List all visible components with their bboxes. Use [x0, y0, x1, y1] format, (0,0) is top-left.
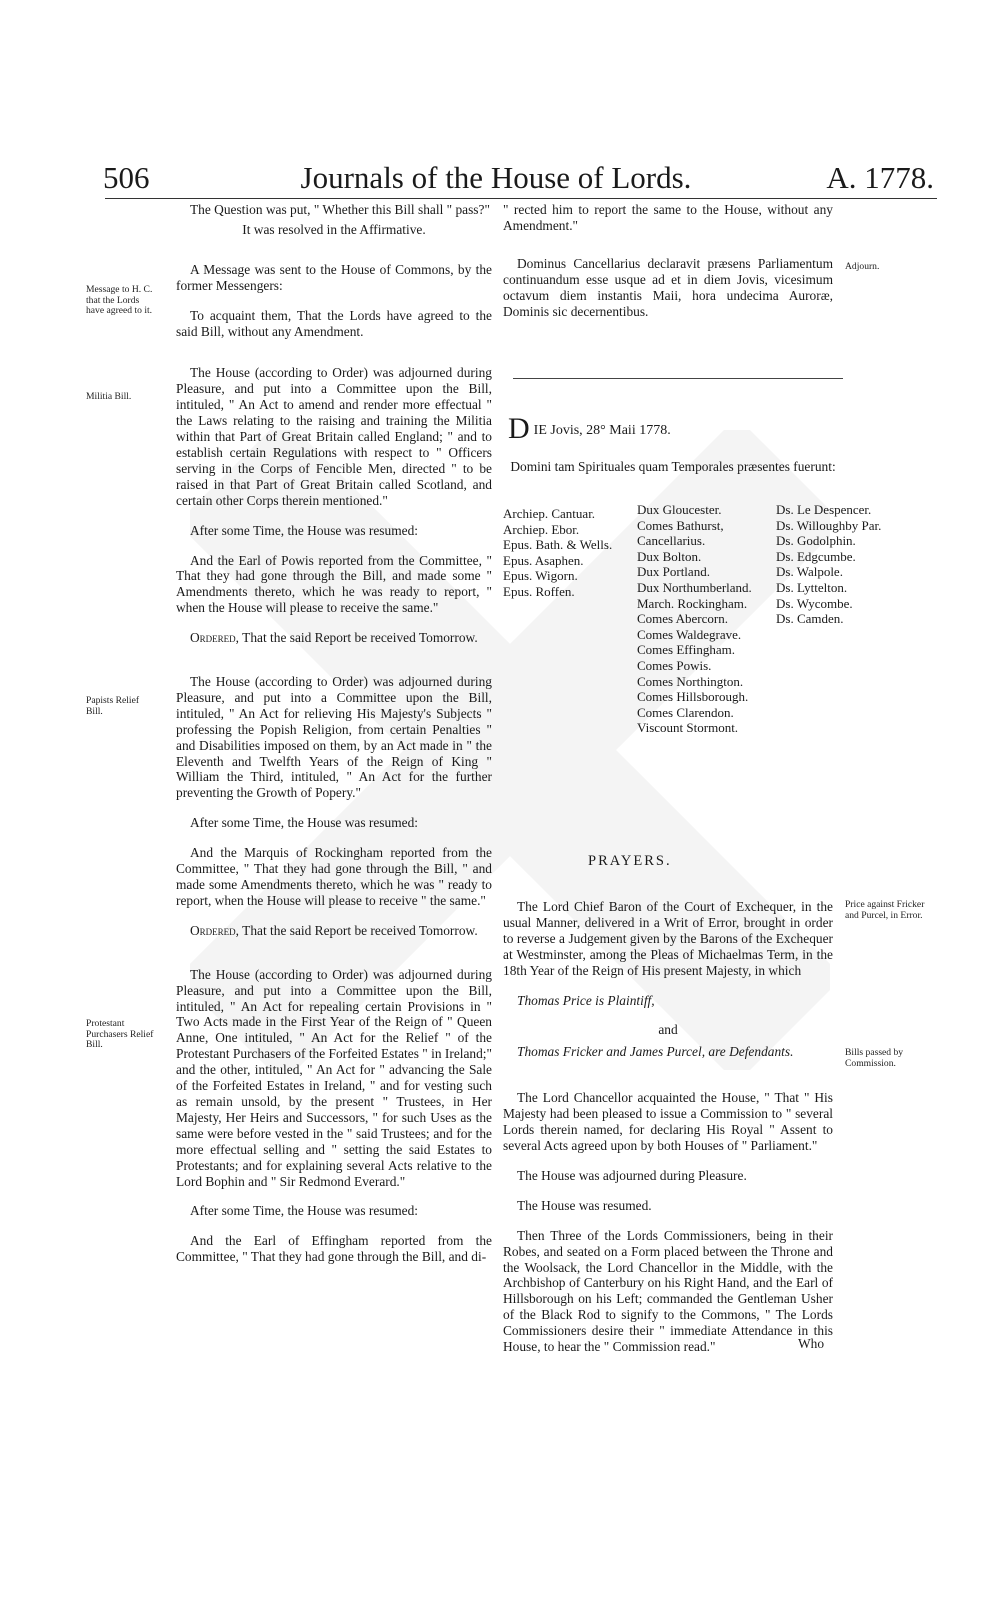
margin-note-error: Price against Fricker and Purcel, in Error. [845, 899, 925, 921]
lord-entry: Ds. Camden. [776, 611, 844, 627]
protestant-resumed: After some Time, the House was resumed: [190, 1203, 418, 1219]
right-column-bottom [503, 899, 833, 1369]
papists-text: The House (according to Order) was adjourned during Pleasure, and put into a Committee upon the Bill, intituled, " An Act for relieving His Majesty's Subjects " professing the Popish Religion, from certain Penalties " and Disabilities imposed on them, by an Act made in " the Eleventh and Twelfth Years of the Reign of King " William the Third, intituled, " An Act for the further preventing the Growth of Popery." [176, 674, 492, 801]
lord-entry: Comes Effingham. [637, 642, 735, 658]
lord-entry: Ds. Edgcumbe. [776, 548, 856, 564]
margin-note-protestant: Protestant Purchasers Relief Bill. [86, 1018, 154, 1050]
lord-entry: Ds. Willoughby Par. [776, 517, 882, 533]
militia-ordered [176, 630, 492, 646]
militia-report: And the Earl of Powis reported from the Committee, " That they had gone through the Bill, and made some " Amendments thereto, which he was ready to report, " when the House will please to receive the same." [176, 552, 492, 616]
drop-initial: D [508, 412, 530, 445]
lord-entry: Comes Powis. [637, 657, 712, 673]
lord-entry: Ds. Wycombe. [776, 595, 853, 611]
margin-note-bills: Bills passed by Commission. [845, 1047, 904, 1069]
lord-entry: Comes Clarendon. [637, 704, 734, 720]
day-heading [508, 412, 671, 445]
resumed-text: The House was resumed. [517, 1197, 652, 1213]
bills-text: The Lord Chancellor acquainted the House, " That " His Majesty had been pleased to issue a Commission to " several Lords therein named, for declaring His Royal " Assent to several Acts agreed upon by both Houses of " Parliament." [503, 1090, 833, 1153]
militia-text: The House (according to Order) was adjourned during Pleasure, and put into a Committee upon the Bill, intituled, " An Act to amend and render more effectual " the Laws relating to the raising and training the Militia within that Part of Great Britain called England; " and to establish certain Regulations with respect to " Officers serving in the Corps of Fencible Men, directed " to be raised in that Part of Great Britain called Scotland, and certain other Corps therein mentioned." [176, 365, 492, 508]
lord-entry: Ds. Godolphin. [776, 533, 856, 549]
papists-ordered [176, 923, 492, 939]
section-separator [513, 378, 843, 379]
lord-entry: Archiep. Cantuar. [503, 506, 596, 521]
militia-resumed: After some Time, the House was resumed: [190, 522, 418, 538]
protestant-text: The House (according to Order) was adjourned during Pleasure, and put into a Committee upon the Bill, intituled, " An Act for repealing certain Provisions in " Two Acts made in the First Year of the Reign of " Queen Anne, One intituled, " An Act for the Relief " of the Protestant Purchasers of the Forfeited Estates " in Ireland;" and the other, intituled, " An Act for " advancing the Sale of the Forfeited Estates in Ireland, " and for vesting such as remain unsold, by the present " Trustees, in Her Majesty, Her Heirs and Successors, " for such Uses as the same were before vested in the " said Trustees; and for the more effectual selling and " setting the said Estates to Protestants; and for explaining several Acts relative to the Lord Bophin and " Sir Redmond Everard." [176, 966, 492, 1189]
lord-entry: Epus. Asaphen. [503, 552, 584, 568]
defendants-text [503, 1044, 833, 1060]
lord-entry: Dux Bolton. [637, 548, 702, 564]
lord-entry: Ds. Le Despencer. [776, 502, 872, 517]
lord-entry: Archiep. Ebor. [503, 521, 580, 537]
lord-entry: Epus. Roffen. [503, 583, 575, 599]
lord-entry: Comes Waldegrave. [637, 626, 742, 642]
lords-barons-list [776, 502, 881, 627]
defendants-name: Thomas Fricker and James Purcel, are Defendants. [517, 1044, 794, 1060]
day-heading-text: IE Jovis, 28° Maii 1778. [533, 423, 671, 438]
lords-spiritual-list [503, 506, 612, 600]
and-text: and [658, 1022, 678, 1038]
lord-entry: Dux Portland. [637, 564, 710, 580]
message-text: A Message was sent to the House of Commons, by the former Messengers: [176, 261, 492, 293]
resolved-text: It was resolved in the Affirmative. [242, 221, 426, 237]
commissioners-text: Then Three of the Lords Commissioners, being in their Robes, and seated on a Form placed between the Throne and the Woolsack, the Lord Chancellor in the Middle, with the Archbishop of Canterbury on his Right Hand, and the Earl of Hillsborough on his Left; commanded the Gentleman Usher of the Black Rod to signify to the Commons, " The Lords Commissioners desire their " immediate Attendance in this House, to hear the " Commission read." [503, 1227, 833, 1355]
right-column-top [503, 202, 833, 333]
margin-note-message: Message to H. C. that the Lords have agreed to it. [86, 284, 153, 316]
message-acquaint-text: To acquaint them, That the Lords have agreed to the said Bill, without any Amendment. [176, 307, 492, 339]
lords-temporal-list [637, 502, 773, 736]
lord-entry: Dux Northumberland. [637, 579, 752, 595]
page-title: Journals of the House of Lords. [300, 160, 692, 195]
lord-entry: March. Rockingham. [637, 595, 748, 611]
margin-note-adjourn: Adjourn. [845, 261, 880, 272]
left-column [176, 202, 492, 1279]
papists-report: And the Marquis of Rockingham reported from the Committee, " That they had gone through the Bill, " and made some Amendments thereto, which he was " ready to report, when the House will please to receive " the same." [176, 845, 492, 908]
page-year: A. 1778. [826, 160, 934, 195]
catchword: Who [798, 1336, 825, 1351]
error-text: The Lord Chief Baron of the Court of Exchequer, in the usual Manner, delivered in a Writ of Error, brought in order to reverse a Judgement given by the Barons of the Exchequer at Westminster, among the Pleas of Michaelmas Term, in the 18th Year of the Reign of His present Majesty, in which [503, 899, 833, 978]
margin-note-papists: Papists Relief Bill. [86, 695, 140, 717]
ordered-word: Ordered, [190, 630, 240, 646]
lord-entry: Comes Northington. [637, 673, 744, 689]
plaintiff-name: Thomas Price is Plaintiff, [517, 992, 655, 1008]
papists-resumed: After some Time, the House was resumed: [190, 815, 418, 831]
lord-entry: Epus. Bath. & Wells. [503, 537, 613, 553]
lord-entry: Comes Bathurst, Cancellarius. [637, 517, 724, 549]
ordered-text: That the said Report be received Tomorrow. [242, 630, 478, 646]
prayers-heading: PRAYERS. [588, 853, 672, 869]
protestant-report: And the Earl of Effingham reported from the Committee, " That they had gone through the Bill, and di- [176, 1233, 492, 1265]
lord-entry: Comes Hillsborough. [637, 689, 749, 705]
lord-entry: Ds. Lyttelton. [776, 579, 848, 595]
lord-entry: Viscount Stormont. [637, 720, 739, 736]
adjourn-text: Dominus Cancellarius declaravit præsens Parliamentum continuandum esse usque ad et in diem Jovis, vicesimum octavum diem instantis Maii, hora undecima Auroræ, Dominis sic decernentibus. [503, 255, 833, 319]
margin-note-militia: Militia Bill. [86, 391, 132, 402]
continuation-text: " rected him to report the same to the House, without any Amendment." [503, 202, 833, 233]
ordered-text: That the said Report be received Tomorrow. [242, 922, 478, 938]
question-text: The Question was put, " Whether this Bill shall " pass?" [190, 202, 490, 217]
lord-entry: Epus. Wigorn. [503, 568, 578, 584]
lord-entry: Ds. Walpole. [776, 564, 843, 580]
ordered-word: Ordered, [190, 922, 240, 938]
adjourned-pleasure: The House was adjourned during Pleasure. [517, 1167, 747, 1183]
lord-entry: Comes Abercorn. [637, 611, 728, 627]
presence-line: Domini tam Spirituales quam Temporales præsentes fuerunt: [510, 459, 836, 474]
page-number: 506 [103, 160, 150, 195]
header-rule [105, 198, 937, 199]
plaintiff-text [503, 993, 833, 1009]
lord-entry: Dux Gloucester. [637, 502, 722, 517]
